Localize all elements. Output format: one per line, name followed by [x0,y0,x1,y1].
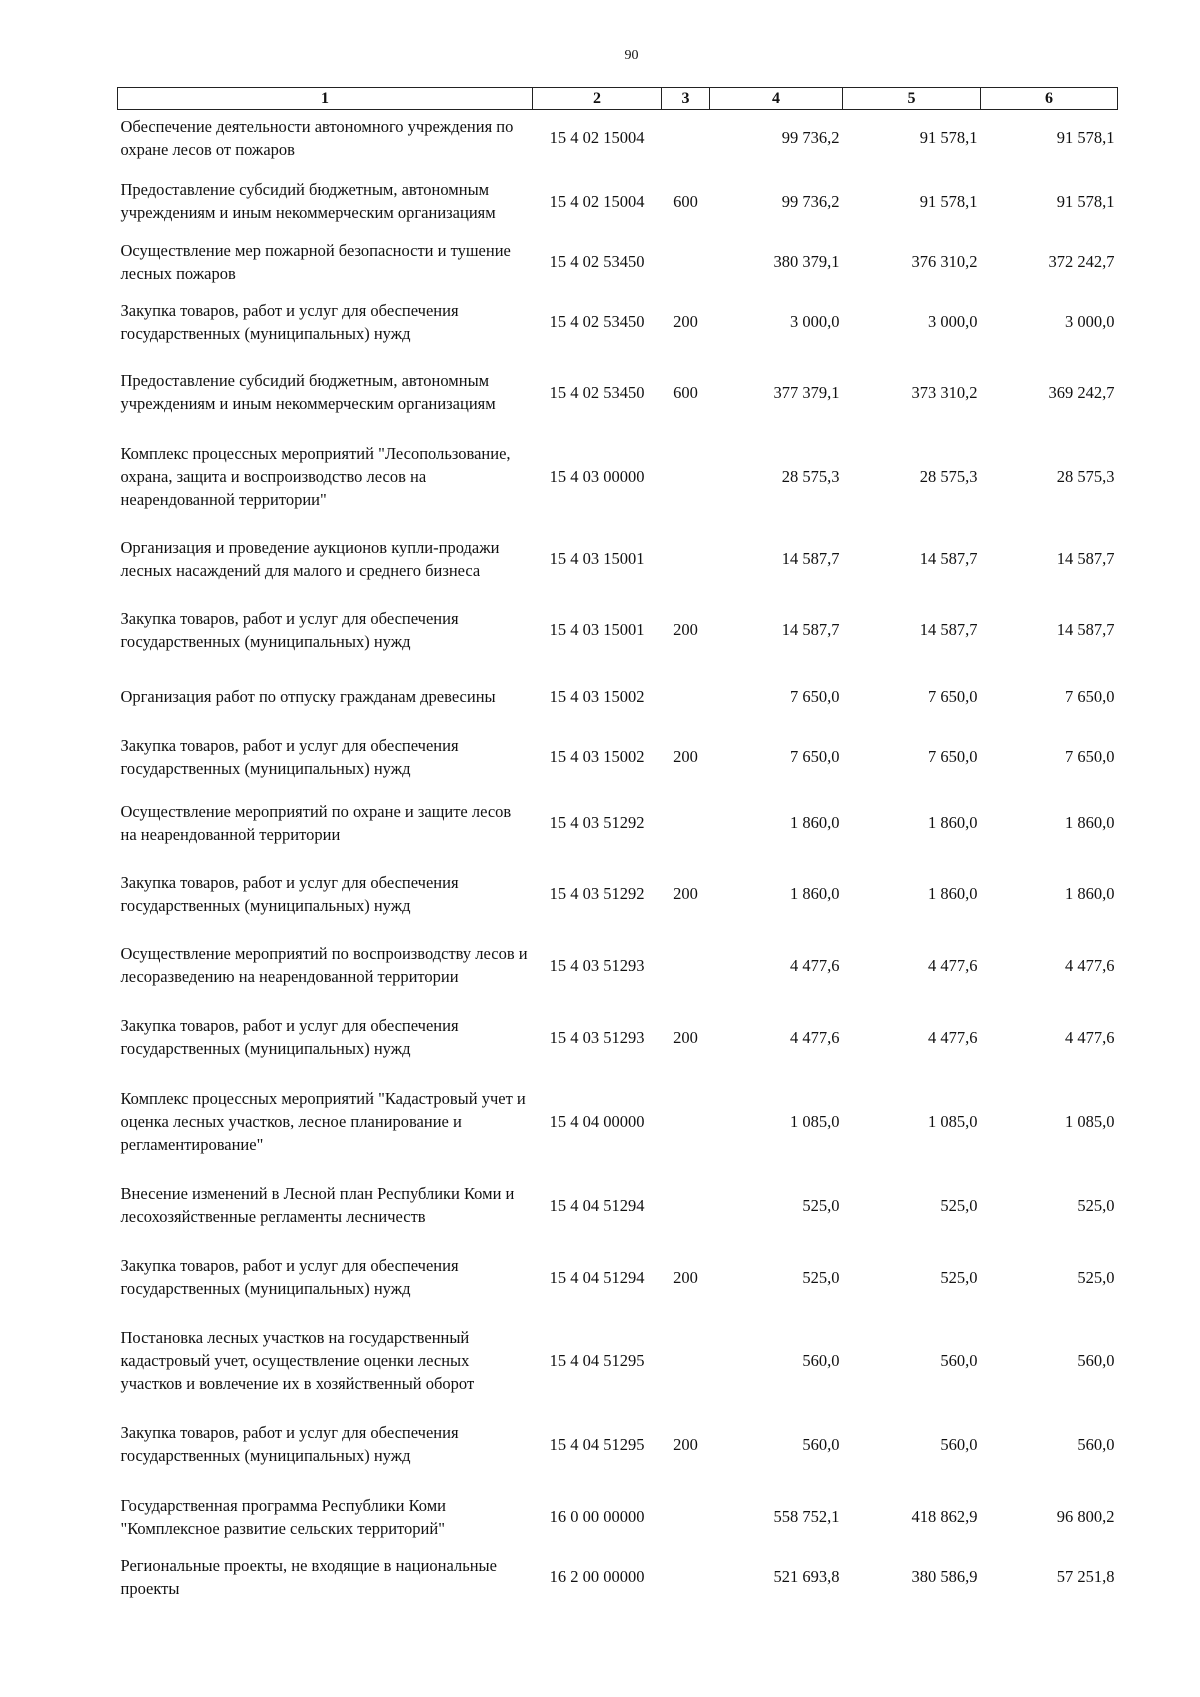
row-value-5: 1 860,0 [928,884,978,903]
budget-table [117,87,1118,1601]
row-value-5: 91 578,1 [919,128,978,148]
row-type [662,787,710,859]
row-value-5: 4 477,6 [928,1027,978,1047]
row-value-5: 525,0 [940,1195,978,1215]
row-value-4: 521 693,8 [773,1567,840,1586]
row-code: 15 4 04 51295 [549,1351,645,1370]
row-code: 15 4 03 15001 [549,620,645,639]
column-header-5: 5 [843,88,981,110]
row-value-5: 14 587,7 [919,620,978,639]
row-value-4: 99 736,2 [781,128,840,148]
row-code: 15 4 02 53450 [549,312,645,331]
row-value-6: 7 650,0 [1065,687,1115,706]
row-value-6: 1 085,0 [1065,1111,1115,1131]
row-type [662,1073,710,1170]
row-code: 15 4 03 00000 [549,466,645,486]
row-value-4: 14 587,7 [781,549,840,568]
row-code: 16 2 00 00000 [549,1567,645,1586]
row-value-5: 376 310,2 [911,252,978,271]
row-name: Внесение изменений в Лесной план Республики Коми и лесохозяйственные регламенты лесничеств [120,1184,515,1226]
row-value-6: 4 477,6 [1065,955,1115,975]
row-value-5: 7 650,0 [928,747,978,766]
table-row [118,1073,1118,1170]
table-row [118,727,1118,787]
row-name: Закупка товаров, работ и услуг для обеспечения государственных (муниципальных) нужд [120,300,459,343]
row-name: Закупка товаров, работ и услуг для обеспечения государственных (муниципальных) нужд [120,1256,459,1298]
table-row [118,1170,1118,1241]
row-value-6: 1 860,0 [1065,813,1115,832]
row-type: 200 [673,1267,698,1287]
row-value-6: 3 000,0 [1065,312,1115,331]
table-row [118,1241,1118,1314]
row-value-6: 7 650,0 [1065,747,1115,766]
row-value-4: 560,0 [802,1351,840,1370]
row-code: 15 4 03 51293 [549,1027,645,1047]
row-value-4: 380 379,1 [773,252,840,271]
row-type [662,525,710,593]
row-name: Осуществление мер пожарной безопасности и тушение лесных пожаров [120,240,511,283]
table-row [118,1553,1118,1601]
row-value-5: 91 578,1 [919,191,978,211]
row-type [662,237,710,287]
row-value-6: 1 860,0 [1065,884,1115,903]
row-type: 200 [673,747,698,766]
row-name: Государственная программа Республики Коми "Комплексное развитие сельских территорий" [120,1495,446,1538]
row-type [662,1481,710,1553]
row-code: 15 4 04 00000 [549,1111,645,1131]
row-value-5: 560,0 [940,1434,978,1454]
row-value-4: 4 477,6 [790,955,840,975]
column-header-2: 2 [533,88,662,110]
table-row [118,287,1118,357]
row-code: 15 4 02 53450 [549,382,645,402]
row-type: 200 [673,620,698,639]
row-value-5: 14 587,7 [919,549,978,568]
row-value-6: 14 587,7 [1056,549,1115,568]
table-row [118,667,1118,727]
row-code: 15 4 04 51294 [549,1267,645,1287]
row-name: Закупка товаров, работ и услуг для обеспечения государственных (муниципальных) нужд [120,608,459,651]
row-type [662,929,710,1002]
row-value-4: 1 860,0 [790,884,840,903]
row-value-6: 372 242,7 [1048,252,1115,271]
row-code: 15 4 04 51295 [549,1434,645,1454]
table-row [118,110,1118,166]
table-row [118,1481,1118,1553]
row-type [662,667,710,727]
row-code: 15 4 04 51294 [549,1195,645,1215]
row-type: 200 [673,884,698,903]
row-name: Организация и проведение аукционов купли-продажи лесных насаждений для малого и среднего бизнеса [120,537,500,580]
page-number: 90 [624,48,639,63]
row-value-6: 28 575,3 [1056,466,1115,486]
row-value-5: 560,0 [940,1351,978,1370]
table-row [118,1002,1118,1073]
row-value-4: 377 379,1 [773,382,840,402]
row-name: Закупка товаров, работ и услуг для обеспечения государственных (муниципальных) нужд [120,1016,459,1058]
row-value-6: 4 477,6 [1065,1027,1115,1047]
column-header-3: 3 [662,88,710,110]
row-value-6: 560,0 [1077,1351,1115,1370]
table-row [118,428,1118,525]
row-code: 15 4 02 53450 [549,252,645,271]
row-name: Обеспечение деятельности автономного учреждения по охране лесов от пожаров [120,116,514,159]
row-value-4: 560,0 [802,1434,840,1454]
row-value-4: 14 587,7 [781,620,840,639]
row-value-5: 525,0 [940,1267,978,1287]
row-value-4: 1 085,0 [790,1111,840,1131]
row-name: Комплекс процессных мероприятий "Лесопользование, охрана, защита и воспроизводство лесов на неарендованной территории" [120,443,511,509]
row-name: Региональные проекты, не входящие в национальные проекты [120,1555,497,1598]
table-body [118,110,1118,1601]
row-type: 200 [673,312,698,331]
table-row [118,525,1118,593]
table-row [118,593,1118,667]
table-row [118,1314,1118,1408]
table-row [118,859,1118,929]
row-value-4: 7 650,0 [790,747,840,766]
row-code: 15 4 03 15001 [549,549,645,568]
row-type: 600 [673,382,698,402]
row-value-4: 558 752,1 [773,1507,840,1526]
row-type [662,1170,710,1241]
table-row [118,166,1118,237]
column-header-4: 4 [710,88,843,110]
row-value-5: 7 650,0 [928,687,978,706]
row-value-6: 91 578,1 [1056,128,1115,148]
table-row [118,357,1118,428]
row-code: 15 4 03 51292 [549,813,645,832]
table-row [118,237,1118,287]
row-value-5: 28 575,3 [919,466,978,486]
row-value-4: 99 736,2 [781,191,840,211]
row-value-6: 369 242,7 [1048,382,1115,402]
table-row [118,1408,1118,1481]
row-name: Закупка товаров, работ и услуг для обеспечения государственных (муниципальных) нужд [120,872,459,915]
row-value-5: 380 586,9 [911,1567,978,1586]
row-value-4: 525,0 [802,1267,840,1287]
row-value-6: 96 800,2 [1056,1507,1115,1526]
row-value-6: 560,0 [1077,1434,1115,1454]
row-name: Предоставление субсидий бюджетным, автономным учреждениям и иным некоммерческим организациям [120,180,496,222]
row-value-6: 14 587,7 [1056,620,1115,639]
row-value-5: 1 860,0 [928,813,978,832]
row-name: Комплекс процессных мероприятий "Кадастровый учет и оценка лесных участков, лесное планирование и регламентирование" [120,1088,526,1154]
row-value-6: 91 578,1 [1056,191,1115,211]
row-code: 15 4 03 15002 [549,747,645,766]
row-name: Предоставление субсидий бюджетным, автономным учреждениям и иным некоммерческим организациям [120,371,496,413]
row-name: Постановка лесных участков на государственный кадастровый учет, осуществление оценки лесных участков и вовлечение их в хозяйственный оборот [120,1328,475,1393]
table-header [118,88,1118,110]
row-value-5: 4 477,6 [928,955,978,975]
row-name: Осуществление мероприятий по охране и защите лесов на неарендованной территории [120,801,512,844]
row-type: 200 [673,1434,698,1454]
row-value-4: 4 477,6 [790,1027,840,1047]
row-value-4: 1 860,0 [790,813,840,832]
row-value-5: 373 310,2 [911,382,978,402]
column-header-1: 1 [118,88,533,110]
row-value-5: 418 862,9 [911,1507,978,1526]
row-name: Организация работ по отпуску гражданам древесины [120,687,496,706]
row-value-4: 3 000,0 [790,312,840,331]
row-name: Закупка товаров, работ и услуг для обеспечения государственных (муниципальных) нужд [120,1423,459,1465]
row-value-5: 1 085,0 [928,1111,978,1131]
row-code: 15 4 03 15002 [549,687,645,706]
row-type: 200 [673,1027,698,1047]
row-value-6: 525,0 [1077,1195,1115,1215]
row-value-4: 28 575,3 [781,466,840,486]
row-value-5: 3 000,0 [928,312,978,331]
row-type [662,428,710,525]
row-value-6: 57 251,8 [1056,1567,1115,1586]
table-row [118,929,1118,1002]
row-type [662,1314,710,1408]
row-name: Осуществление мероприятий по воспроизводству лесов и лесоразведению на неарендованной территории [120,944,528,986]
row-code: 15 4 03 51292 [549,884,645,903]
row-value-4: 525,0 [802,1195,840,1215]
row-type: 600 [673,191,698,211]
row-value-4: 7 650,0 [790,687,840,706]
row-code: 15 4 02 15004 [549,128,645,148]
row-value-6: 525,0 [1077,1267,1115,1287]
table-row [118,787,1118,859]
column-header-6: 6 [981,88,1118,110]
row-code: 16 0 00 00000 [549,1507,645,1526]
row-code: 15 4 03 51293 [549,955,645,975]
row-type [662,1553,710,1601]
row-type [662,110,710,166]
row-name: Закупка товаров, работ и услуг для обеспечения государственных (муниципальных) нужд [120,735,459,778]
row-code: 15 4 02 15004 [549,191,645,211]
